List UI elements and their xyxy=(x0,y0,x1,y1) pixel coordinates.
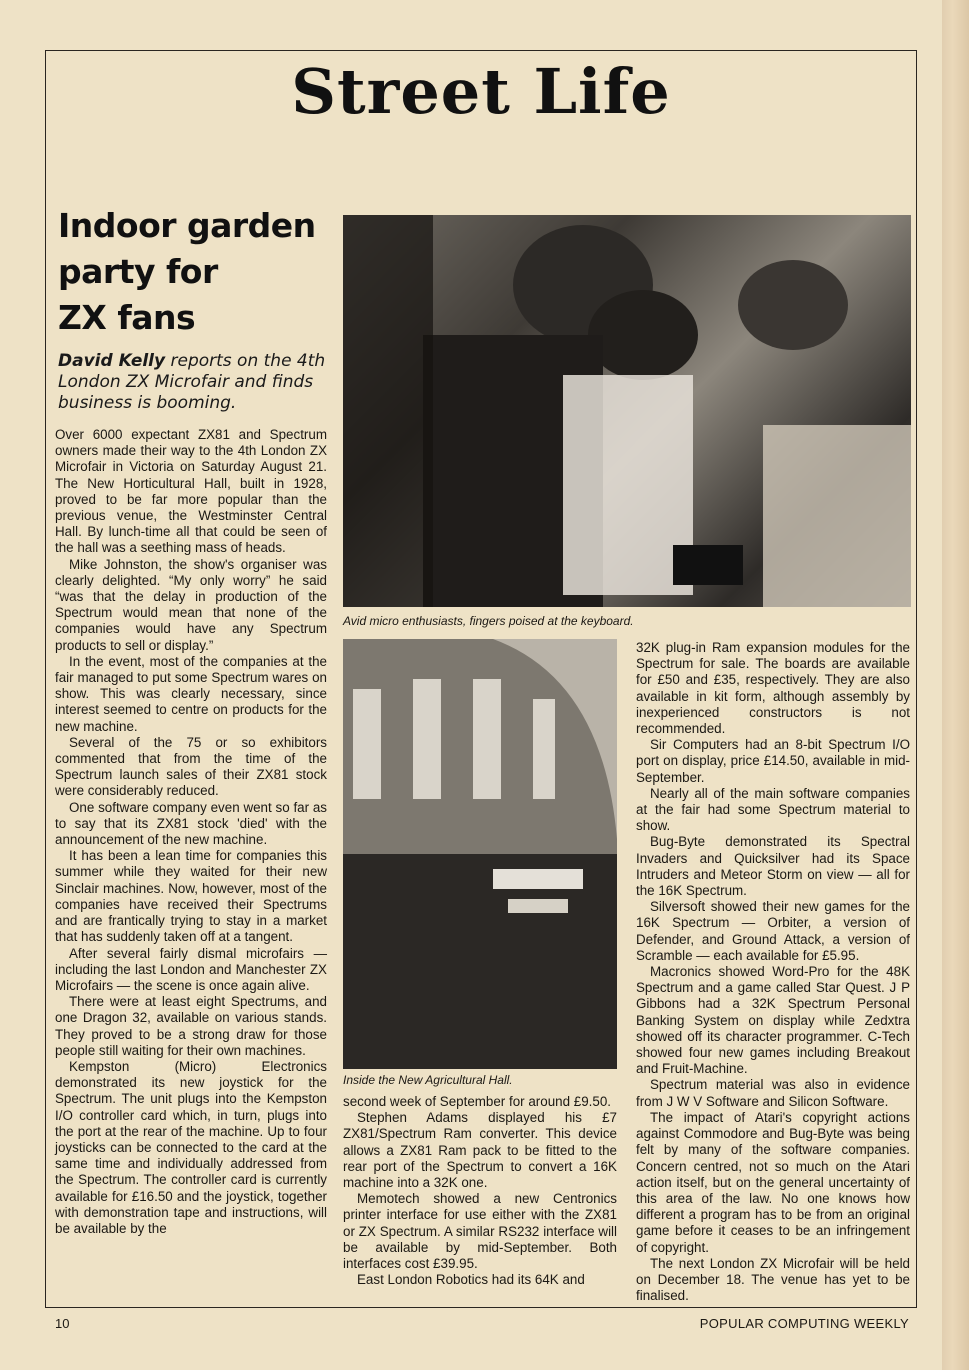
paragraph: Over 6000 expectant ZX81 and Spectrum owners made their way to the 4th London ZX Microfair in Victoria on Saturday August 21. The New Horticultural Hall, built in 1928, proved to be far more popular than the previous venue, the Westminster Central Hall. By lunch-time all that could be seen of the hall was a seething mass of heads. xyxy=(55,427,327,556)
photo-caption: Avid micro enthusiasts, fingers poised at the keyboard. xyxy=(343,614,634,628)
paragraph: One software company even went so far as to say that its ZX81 stock 'died' with the announcement of the new machine. xyxy=(55,799,327,848)
body-column-1 xyxy=(55,427,327,1237)
paragraph: second week of September for around £9.50. xyxy=(343,1094,611,1109)
paragraph: 32K plug-in Ram expansion modules for the Spectrum for sale. The boards are available for £50 and £35, respectively. They are also available in kit form, although assembly by inexperienced constructors is not recommended. xyxy=(636,640,910,737)
page-spine-edge xyxy=(942,0,969,1370)
paragraph: East London Robotics had its 64K and xyxy=(357,1272,585,1288)
section-masthead: Street Life xyxy=(291,55,671,128)
headline-line: party for xyxy=(58,252,218,291)
paragraph: Spectrum material was also in evidence from J W V Software and Silicon Software. xyxy=(636,1077,910,1109)
paragraph: Memotech showed a new Centronics printer interface for use either with the ZX81 or ZX Spectrum. A similar RS232 interface will be available by mid-September. Both interfaces cost £39.95. xyxy=(343,1191,617,1272)
paragraph: Sir Computers had an 8-bit Spectrum I/O port on display, price £14.50, available in mid-September. xyxy=(636,737,910,785)
paragraph: Bug-Byte demonstrated its Spectral Invaders and Quicksilver had its Space Intruders and Meteor Storm on view — all for the 16K Spectrum. xyxy=(636,834,910,899)
paragraph: After several fairly dismal microfairs — including the last London and Manchester ZX Microfairs — the scene is once again alive. xyxy=(55,945,327,993)
paragraph: There were at least eight Spectrums, and one Dragon 32, available on various stands. They proved to be a strong draw for those people still waiting for their own machines. xyxy=(55,994,327,1058)
body-column-2 xyxy=(343,1094,617,1288)
photo-hall-interior xyxy=(343,639,617,1069)
standfirst-text: reports on the 4th London ZX Microfair and finds business is booming. xyxy=(58,351,326,413)
byline-name: David Kelly xyxy=(58,351,166,371)
photo-keyboard-enthusiasts xyxy=(343,215,911,607)
paragraph: The next London ZX Microfair will be held on December 18. The venue has yet to be finalised. xyxy=(636,1255,910,1304)
standfirst xyxy=(58,351,330,414)
article-frame xyxy=(45,50,917,1308)
page-number: 10 xyxy=(55,1316,70,1331)
paragraph: The impact of Atari's copyright actions against Commodore and Bug-Byte was being felt by many of the software companies. Concern centred, not so much on the Atari action itself, but on the general uncertainty of this area of the law. No one knows how different a program has to be from an original game before it ceases to be an infringement of copyright. xyxy=(636,1109,910,1255)
publication-name: POPULAR COMPUTING WEEKLY xyxy=(699,1316,909,1331)
article-headline xyxy=(58,203,338,341)
paragraph: Macronics showed Word-Pro for the 48K Spectrum and a game called Star Quest. J P Gibbons had a 32K Spectrum Personal Banking System on display while Zedxtra showed off its character programmer. C-Tech showed four new games including Breakout and Fruit-Machine. xyxy=(636,964,910,1077)
paragraph: In the event, most of the companies at the fair managed to put some Spectrum wares on show. This was clearly necessary, since interest seemed to centre on products for the new machine. xyxy=(55,653,327,734)
paragraph: Several of the 75 or so exhibitors commented that from the time of the Spectrum launch sales of their ZX81 stock were considerably reduced. xyxy=(55,734,327,799)
paragraph: Kempston (Micro) Electronics demonstrated its new joystick for the Spectrum. The unit plugs into the Kempston I/O controller card which, in turn, plugs into the port at the rear of the machine. Up to four joysticks can be connected to the card at the same time and individually addressed from the Spectrum. The controller card is currently available for £16.50 and the joystick, together with demonstration tape and instructions, will be available by the xyxy=(55,1058,327,1236)
paragraph: It has been a lean time for companies this summer while they waited for their new Sinclair machines. Now, however, most of the companies have received their Spectrums and are frantically trying to stay in a market that has suddenly taken off at a tangent. xyxy=(55,848,327,945)
photo-caption: Inside the New Agricultural Hall. xyxy=(343,1073,513,1087)
paragraph: Mike Johnston, the show's organiser was clearly delighted. “My only worry” he said “was that the delay in production of the Spectrum would mean that none of the companies would have any Spectrum products to sell or display.” xyxy=(55,556,327,653)
paragraph: Silversoft showed their new games for the 16K Spectrum — Orbiter, a version of Defender, and Ground Attack, a version of Scramble — each available for £5.95. xyxy=(636,899,910,963)
headline-line: ZX fans xyxy=(58,298,196,337)
paragraph: Stephen Adams displayed his £7 ZX81/Spectrum Ram converter. This device allows a ZX81 Ram pack to be fitted to the rear port of the Spectrum to convert a 16K machine into a 32K one. xyxy=(343,1110,617,1191)
paragraph: Nearly all of the main software companies at the fair had some Spectrum material to show. xyxy=(636,785,910,834)
body-column-3 xyxy=(636,640,910,1304)
headline-line: Indoor garden xyxy=(58,206,316,245)
